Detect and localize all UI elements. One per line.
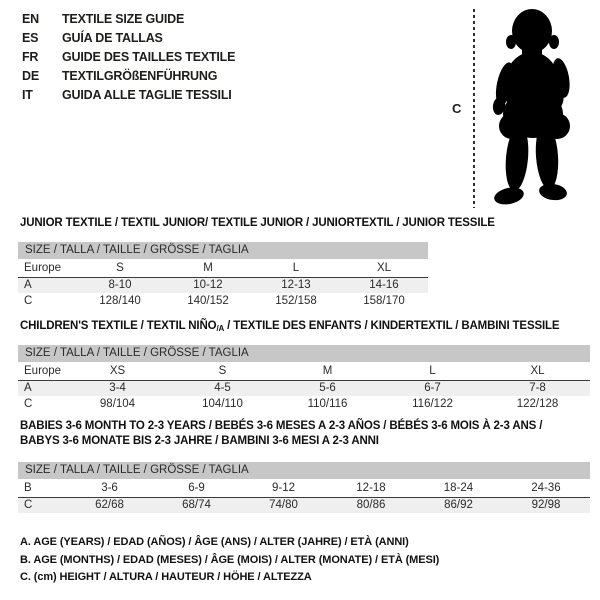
size-cell: XL	[340, 260, 428, 277]
childrens-title-sub: /A	[216, 324, 225, 333]
value-cell: 8-10	[108, 279, 132, 292]
size-cell: XL	[485, 363, 590, 380]
table-row-age	[18, 277, 428, 293]
babies-size-table	[18, 462, 590, 513]
language-code: ES	[22, 31, 39, 45]
table-row-age	[18, 380, 590, 396]
value-cell: 92/98	[531, 499, 561, 512]
value-cell: 10-12	[193, 279, 223, 292]
row-label: C	[24, 295, 33, 307]
language-row	[22, 86, 235, 105]
table-row-height	[18, 396, 590, 412]
footnote-a: A. AGE (YEARS) / EDAD (AÑOS) / ÂGE (ANS) / ALTER (JAHRE) / ETÀ (ANNI)	[20, 536, 409, 548]
value-cell: 5-6	[319, 382, 336, 395]
value-cell: 68/74	[182, 499, 211, 512]
language-name: GUIDE DES TAILLES TEXTILE	[62, 50, 236, 64]
babies-table-title	[20, 419, 580, 449]
value-cell: 110/116	[307, 398, 348, 410]
value-cell: 152/158	[275, 295, 317, 307]
value-cell: 62/68	[95, 499, 124, 512]
row-label: C	[24, 398, 33, 410]
row-label: Europe	[18, 363, 65, 380]
junior-size-table	[18, 242, 428, 309]
size-header-bar: SIZE / TALLA / TAILLE / GRÖSSE / TAGLIA	[18, 462, 590, 479]
language-row	[22, 29, 235, 48]
language-row	[22, 67, 235, 86]
row-label: A	[24, 279, 32, 292]
value-cell: 98/104	[99, 398, 136, 410]
value-cell: 158/170	[363, 295, 405, 307]
size-header-bar: SIZE / TALLA / TAILLE / GRÖSSE / TAGLIA	[18, 242, 428, 259]
language-name: TEXTILE SIZE GUIDE	[62, 12, 185, 26]
value-cell: 18-24	[415, 480, 502, 497]
size-cell: XS	[65, 363, 170, 380]
value-cell: 104/110	[202, 398, 243, 410]
value-cell: 7-8	[529, 382, 546, 395]
language-code: FR	[22, 50, 39, 64]
size-cell: M	[275, 363, 380, 380]
table-row-age-months	[18, 480, 590, 497]
footnotes	[20, 534, 439, 587]
value-cell: 128/140	[99, 295, 141, 307]
table-row-height	[18, 497, 590, 513]
junior-table-title: JUNIOR TEXTILE / TEXTIL JUNIOR/ TEXTILE JUNIOR / JUNIORTEXTIL / JUNIOR TESSILE	[20, 217, 495, 229]
value-cell: 3-6	[66, 480, 153, 497]
language-row	[22, 48, 235, 67]
value-cell: 122/128	[516, 398, 559, 410]
value-cell: 80/86	[356, 499, 386, 512]
size-cell: L	[252, 260, 340, 277]
childrens-size-table	[18, 345, 590, 412]
value-cell: 24-36	[502, 480, 590, 497]
row-label: B	[18, 480, 66, 497]
value-cell: 9-12	[240, 480, 327, 497]
childrens-table-title	[20, 320, 559, 333]
size-cell: S	[170, 363, 275, 380]
table-row-europe	[18, 260, 428, 277]
childrens-title-pre: CHILDREN'S TEXTILE / TEXTIL NIÑO	[20, 320, 217, 332]
height-dashed-line	[473, 9, 475, 208]
size-cell: L	[380, 363, 485, 380]
value-cell: 4-5	[214, 382, 231, 395]
value-cell: 74/80	[269, 499, 298, 512]
value-cell: 12-13	[281, 279, 311, 292]
babies-title-line1: BABIES 3-6 MONTH TO 2-3 YEARS / BEBÉS 3-6 MESES A 2-3 AÑOS / BÉBÉS 3-6 MOIS À 2-3 ANS /	[20, 420, 543, 432]
row-label: C	[24, 499, 33, 512]
size-cell: S	[76, 260, 164, 277]
row-label: A	[24, 382, 32, 395]
language-list	[22, 10, 235, 105]
value-cell: 140/152	[187, 295, 229, 307]
table-row-europe	[18, 363, 590, 380]
height-measure-label: C	[452, 101, 462, 116]
footnote-b: B. AGE (MONTHS) / EDAD (MESES) / ÂGE (MOIS) / ALTER (MONATE) / ETÀ (MESI)	[20, 553, 440, 566]
language-name: GUIDA ALLE TAGLIE TESSILI	[62, 88, 232, 102]
table-row-height	[18, 293, 428, 309]
value-cell: 116/122	[412, 398, 453, 410]
value-cell: 6-7	[424, 382, 441, 395]
footnote-c: C. (cm) HEIGHT / ALTURA / HAUTEUR / HÖHE / ALTEZZA	[20, 571, 312, 583]
value-cell: 6-9	[153, 480, 240, 497]
value-cell: 12-18	[327, 480, 415, 497]
language-row	[22, 10, 235, 29]
language-code: DE	[22, 69, 39, 83]
language-name: GUÍA DE TALLAS	[62, 31, 163, 45]
childrens-title-post: / TEXTILE DES ENFANTS / KINDERTEXTIL / BAMBINI TESSILE	[224, 320, 560, 332]
row-label: Europe	[18, 260, 76, 277]
value-cell: 3-4	[109, 382, 126, 395]
value-cell: 86/92	[444, 499, 473, 512]
value-cell: 14-16	[369, 279, 399, 292]
language-name: TEXTILGRÖßENFÜHRUNG	[62, 69, 218, 83]
size-header-bar: SIZE / TALLA / TAILLE / GRÖSSE / TAGLIA	[18, 345, 590, 362]
size-cell: M	[164, 260, 252, 277]
language-code: EN	[22, 12, 39, 26]
language-code: IT	[22, 88, 33, 102]
babies-title-line2: BABYS 3-6 MONATE BIS 2-3 JAHRE / BAMBINI 3-6 MESI A 2-3 ANNI	[20, 435, 379, 447]
baby-silhouette-icon	[484, 4, 588, 212]
